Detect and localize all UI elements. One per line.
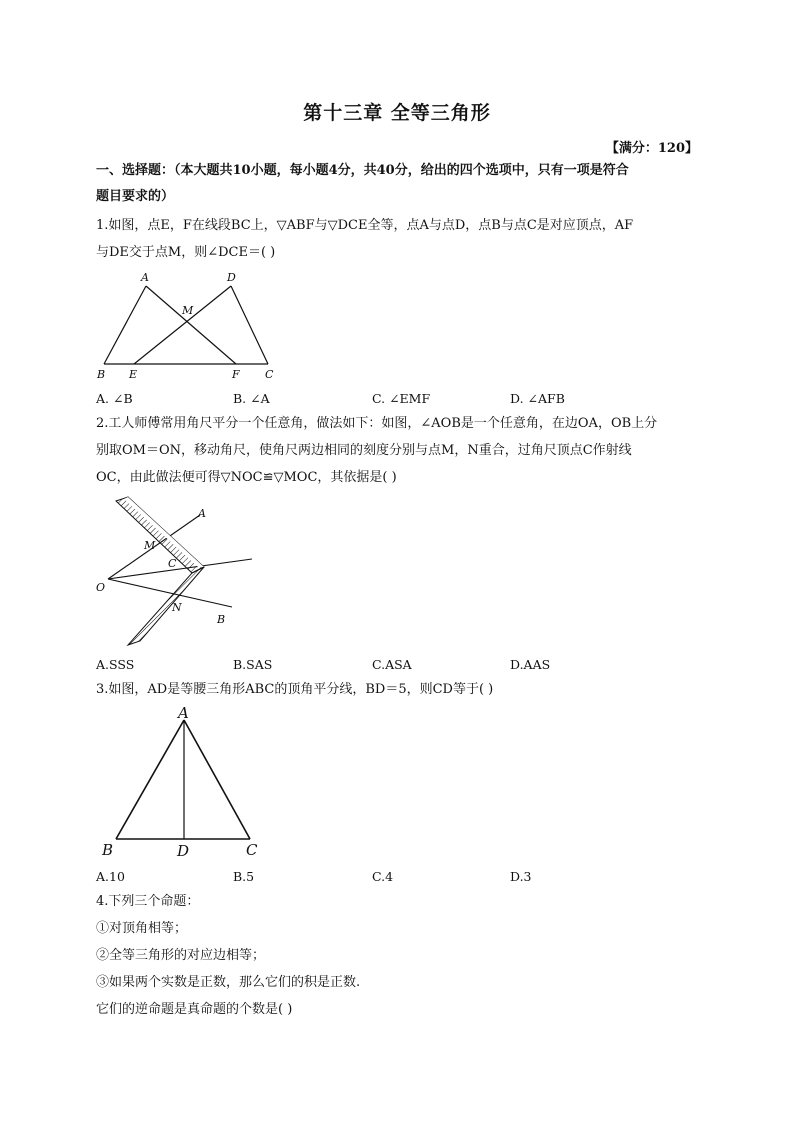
full-score-label: 【满分：120】 <box>605 141 698 156</box>
q2-option-b: B.SAS <box>233 657 273 672</box>
q1-figure <box>94 268 284 380</box>
q1-label-m: M <box>182 304 194 317</box>
q1-segment-de <box>134 286 231 364</box>
q1-label-c: C <box>265 368 274 380</box>
q1-label-f: F <box>232 368 240 380</box>
q3-option-a: A.10 <box>96 869 125 884</box>
q2-option-d: D.AAS <box>510 657 551 672</box>
q2-label-b: B <box>217 613 226 626</box>
section-heading: 一、选择题：（本大题共10小题，每小题4分，共40分，给出的四个选项中，只有一项是符合 <box>96 163 629 178</box>
q2-square-upper-inner <box>124 497 204 567</box>
q2-square-lower-arm <box>128 567 204 645</box>
q4-item-3: ③如果两个实数是正数，那么它们的积是正数. <box>96 975 361 990</box>
q1-option-d: D. ∠AFB <box>510 391 565 406</box>
q4-item-2: ②全等三角形的对应边相等； <box>96 948 266 963</box>
q1-segment-af <box>146 286 236 364</box>
q2-label-o: O <box>96 581 106 594</box>
q3-label-a: A <box>178 704 189 722</box>
q2-line2: 别取OM＝ON，移动角尺，使角尺两边相同的刻度分别与点M，N重合，过角尺顶点C作射线 <box>96 443 632 458</box>
q1-segment-dc <box>231 286 268 364</box>
page-title: 第十三章 全等三角形 <box>303 102 491 124</box>
q3-option-d: D.3 <box>510 869 532 884</box>
q3-segment-ac <box>184 720 250 839</box>
q1-label-e: E <box>129 368 138 380</box>
q1-option-c: C. ∠EMF <box>372 391 431 406</box>
q3-figure <box>98 702 268 862</box>
q1-option-b: B. ∠A <box>233 391 270 406</box>
q2-line1: 2.工人师傅常用角尺平分一个任意角，做法如下：如图，∠AOB是一个任意角，在边OA，OB上分 <box>96 416 658 431</box>
q1-label-a: A <box>141 271 149 284</box>
q1-label-b: B <box>97 368 106 380</box>
q1-line1: 1.如图，点E，F在线段BC上，▽ABF与▽DCE全等，点A与点D，点B与点C是对应顶点，AF <box>96 218 634 233</box>
q3-option-c: C.4 <box>372 869 394 884</box>
q4-question: 它们的逆命题是真命题的个数是( ) <box>96 1002 293 1017</box>
q1-line2: 与DE交于点M，则∠DCE＝( ) <box>96 245 276 260</box>
q3-label-d: D <box>177 842 190 860</box>
q1-segment-ab <box>104 286 146 364</box>
q2-square-upper-arm <box>116 497 204 573</box>
q3-segment-ab <box>116 720 184 839</box>
q3-option-b: B.5 <box>233 869 255 884</box>
q4-item-1: ①对顶角相等； <box>96 921 188 936</box>
q3-label-c: C <box>246 841 258 859</box>
q2-label-a: A <box>198 507 206 520</box>
q1-option-a: A. ∠B <box>96 391 133 406</box>
q1-label-d: D <box>227 271 236 284</box>
q2-figure <box>92 495 260 647</box>
q2-option-c: C.ASA <box>372 657 412 672</box>
q2-line3: OC，由此做法便可得▽NOC≌▽MOC，其依据是( ) <box>96 470 397 485</box>
q3-line1: 3.如图，AD是等腰三角形ABC的顶角平分线，BD＝5，则CD等于( ) <box>96 682 494 697</box>
section-heading-cont: 题目要求的） <box>96 189 175 204</box>
q2-option-a: A.SSS <box>96 657 135 672</box>
q2-label-n: N <box>172 601 182 614</box>
q4-line1: 4.下列三个命题： <box>96 894 200 909</box>
q2-label-c: C <box>168 557 177 570</box>
q2-label-m: M <box>144 539 156 552</box>
q3-label-b: B <box>102 841 114 859</box>
